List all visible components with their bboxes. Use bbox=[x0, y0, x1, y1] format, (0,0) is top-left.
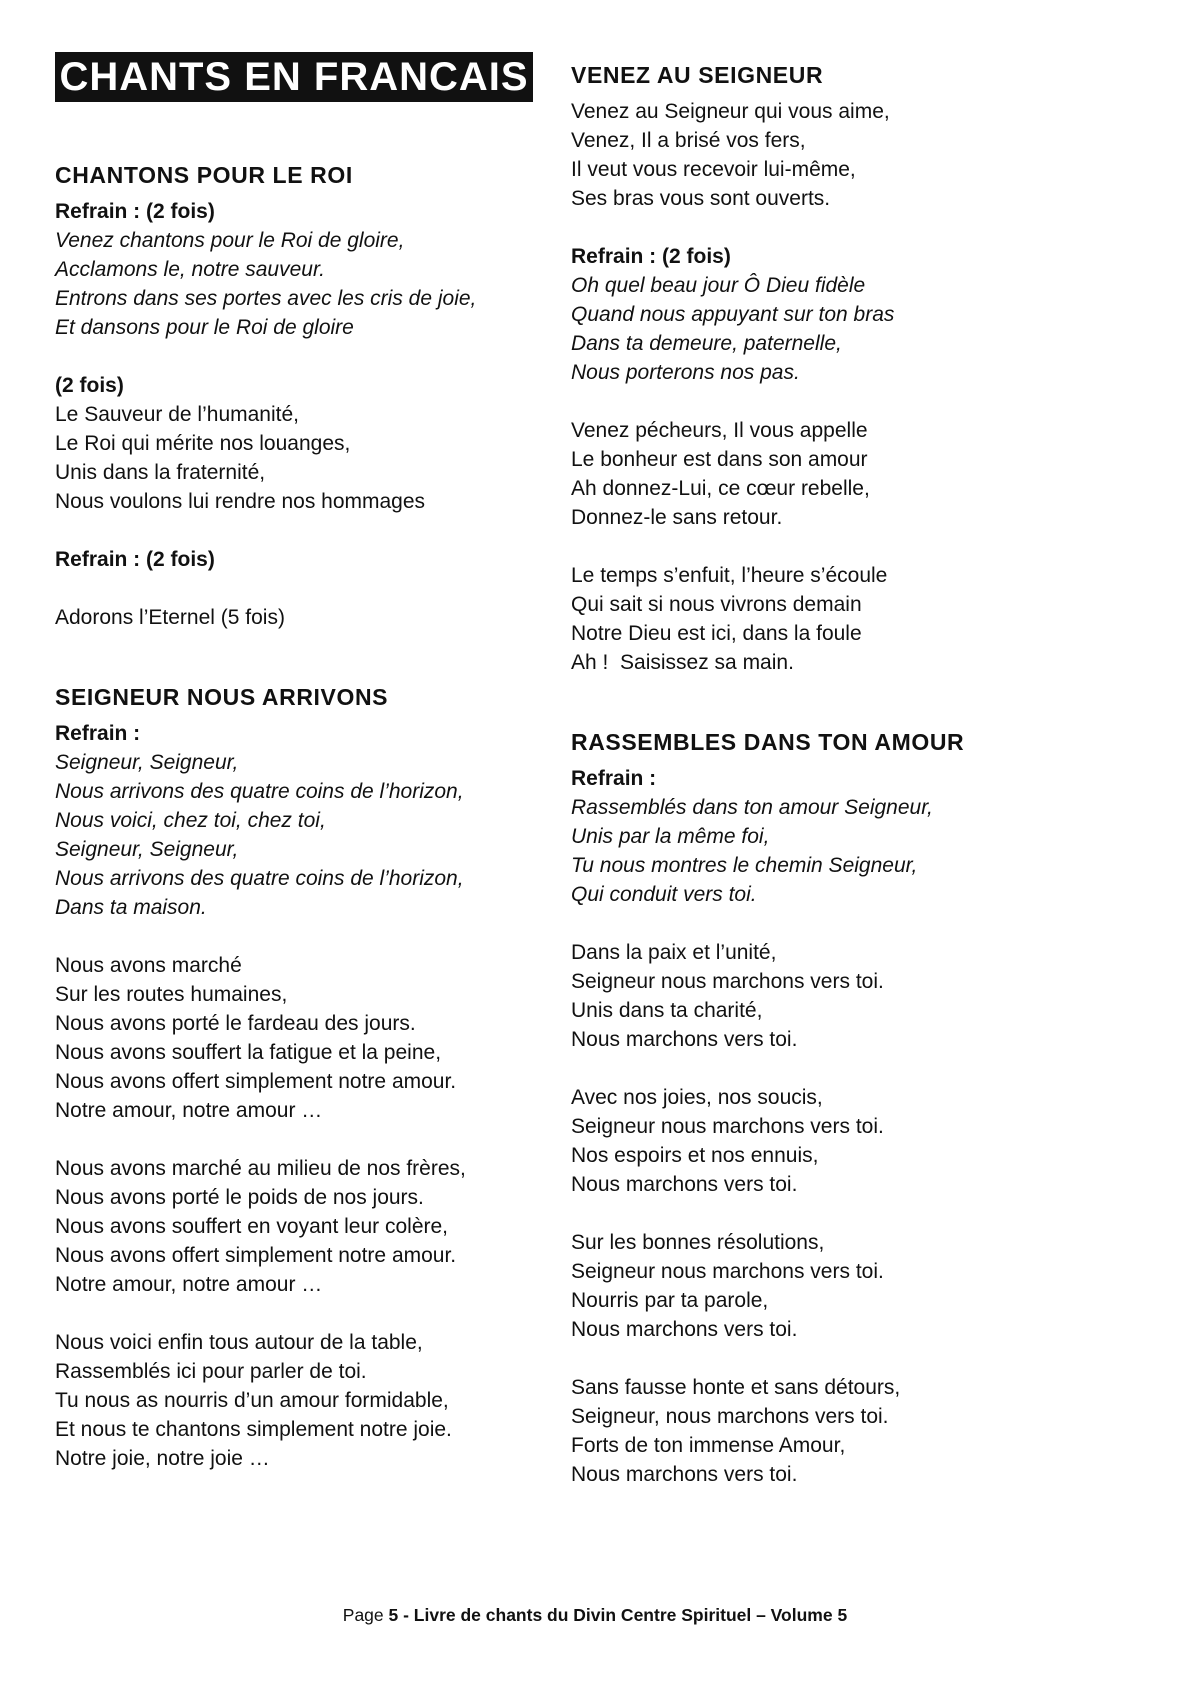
lyric-line: Nourris par ta parole, bbox=[571, 1289, 769, 1312]
song bbox=[55, 684, 535, 1473]
lyric-line: Tu nous as nourris d’un amour formidable, bbox=[55, 1389, 449, 1412]
refrain-label: Refrain : (2 fois) bbox=[55, 548, 215, 571]
banner-text: CHANTS EN FRANCAIS bbox=[59, 54, 529, 99]
lyric-line: Le temps s’enfuit, l’heure s’écoule bbox=[571, 564, 888, 587]
lyric-line: Nous avons souffert la fatigue et la peine, bbox=[55, 1041, 442, 1064]
lyric-line: Forts de ton immense Amour, bbox=[571, 1434, 846, 1457]
lyric-line: Nous marchons vers toi. bbox=[571, 1028, 798, 1051]
lyric-line: Sur les bonnes résolutions, bbox=[571, 1231, 825, 1254]
stanza bbox=[571, 416, 1135, 532]
stanza bbox=[571, 793, 1135, 909]
section-banner bbox=[55, 52, 533, 102]
lyric-line: Unis dans la fraternité, bbox=[55, 461, 266, 484]
lyric-line: Notre joie, notre joie … bbox=[55, 1447, 270, 1470]
stanza bbox=[571, 1373, 1135, 1489]
stanza bbox=[55, 226, 535, 342]
lyric-line: Nous avons offert simplement notre amour. bbox=[55, 1070, 457, 1093]
lyric-line: Seigneur nous marchons vers toi. bbox=[571, 970, 884, 993]
lyric-line: Nous avons porté le fardeau des jours. bbox=[55, 1012, 416, 1035]
lyric-line: Nous avons marché bbox=[55, 954, 242, 977]
stanza bbox=[571, 938, 1135, 1054]
stanza bbox=[571, 1228, 1135, 1344]
lyric-line: Seigneur, nous marchons vers toi. bbox=[571, 1405, 889, 1428]
lyric-line: Avec nos joies, nos soucis, bbox=[571, 1086, 823, 1109]
stanza bbox=[571, 97, 1135, 213]
lyric-line: Tu nous montres le chemin Seigneur, bbox=[571, 854, 918, 877]
lyric-line: Sans fausse honte et sans détours, bbox=[571, 1376, 901, 1399]
lyric-line: Nous avons porté le poids de nos jours. bbox=[55, 1186, 424, 1209]
stanza bbox=[55, 603, 535, 632]
song-title: CHANTONS POUR LE ROI bbox=[55, 162, 353, 188]
lyric-line: Nous porterons nos pas. bbox=[571, 361, 800, 384]
stanza bbox=[571, 1083, 1135, 1199]
footer-book-title: 5 - Livre de chants du Divin Centre Spirituel – Volume 5 bbox=[388, 1605, 848, 1625]
stanza bbox=[55, 400, 535, 516]
lyric-line: Notre amour, notre amour … bbox=[55, 1273, 323, 1296]
column-left bbox=[55, 52, 535, 1489]
lyric-line: Nous voici, chez toi, chez toi, bbox=[55, 809, 326, 832]
lyric-line: Nous marchons vers toi. bbox=[571, 1318, 798, 1341]
lyric-line: Rassemblés dans ton amour Seigneur, bbox=[571, 796, 933, 819]
lyric-line: Nous marchons vers toi. bbox=[571, 1173, 798, 1196]
lyric-line: Venez pécheurs, Il vous appelle bbox=[571, 419, 868, 442]
lyric-line: Seigneur, Seigneur, bbox=[55, 838, 239, 861]
lyric-line: Venez, Il a brisé vos fers, bbox=[571, 129, 806, 152]
lyric-line: Et dansons pour le Roi de gloire bbox=[55, 316, 354, 339]
song bbox=[571, 729, 1135, 1489]
lyric-line: Le Roi qui mérite nos louanges, bbox=[55, 432, 351, 455]
lyric-line: Seigneur nous marchons vers toi. bbox=[571, 1260, 884, 1283]
lyric-line: Qui conduit vers toi. bbox=[571, 883, 757, 906]
lyric-line: Ses bras vous sont ouverts. bbox=[571, 187, 831, 210]
stanza bbox=[571, 271, 1135, 387]
lyric-line: Seigneur nous marchons vers toi. bbox=[571, 1115, 884, 1138]
lyric-line: Seigneur, Seigneur, bbox=[55, 751, 239, 774]
lyric-line: Ah donnez-Lui, ce cœur rebelle, bbox=[571, 477, 870, 500]
songs-left bbox=[55, 162, 535, 1473]
lyric-line: Nous marchons vers toi. bbox=[571, 1463, 798, 1486]
lyric-line: Et nous te chantons simplement notre joie. bbox=[55, 1418, 452, 1441]
lyric-line: Nous voici enfin tous autour de la table, bbox=[55, 1331, 423, 1354]
lyric-line: Nous arrivons des quatre coins de l’horizon, bbox=[55, 780, 464, 803]
lyric-line: Venez au Seigneur qui vous aime, bbox=[571, 100, 890, 123]
lyric-line: Nous avons offert simplement notre amour. bbox=[55, 1244, 457, 1267]
lyric-line: Donnez-le sans retour. bbox=[571, 506, 783, 529]
song-title: VENEZ AU SEIGNEUR bbox=[571, 62, 824, 88]
song-title: SEIGNEUR NOUS ARRIVONS bbox=[55, 684, 389, 710]
column-right bbox=[571, 52, 1135, 1489]
lyric-line: Dans ta demeure, paternelle, bbox=[571, 332, 842, 355]
lyric-line: Il veut vous recevoir lui-même, bbox=[571, 158, 856, 181]
lyric-line: Rassemblés ici pour parler de toi. bbox=[55, 1360, 367, 1383]
stanza bbox=[571, 561, 1135, 677]
refrain-label: Refrain : bbox=[571, 767, 657, 790]
lyric-line: Dans la paix et l’unité, bbox=[571, 941, 777, 964]
songs-right bbox=[571, 62, 1135, 1489]
refrain-label: Refrain : (2 fois) bbox=[55, 200, 215, 223]
lyric-line: Ah ! Saisissez sa main. bbox=[571, 651, 794, 674]
lyric-line: Oh quel beau jour Ô Dieu fidèle bbox=[571, 274, 866, 297]
lyric-line: Le bonheur est dans son amour bbox=[571, 448, 868, 471]
stanza bbox=[55, 1154, 535, 1299]
lyric-line: Quand nous appuyant sur ton bras bbox=[571, 303, 895, 326]
lyric-line: Notre amour, notre amour … bbox=[55, 1099, 323, 1122]
stanza bbox=[55, 951, 535, 1125]
lyric-line: Entrons dans ses portes avec les cris de joie, bbox=[55, 287, 477, 310]
lyric-line: Unis par la même foi, bbox=[571, 825, 770, 848]
two-column-layout bbox=[55, 52, 1135, 1489]
lyric-line: Nous avons marché au milieu de nos frères, bbox=[55, 1157, 466, 1180]
page-footer bbox=[0, 1605, 1190, 1626]
lyric-line: Nous arrivons des quatre coins de l’horizon, bbox=[55, 867, 464, 890]
lyric-line: Unis dans ta charité, bbox=[571, 999, 763, 1022]
refrain-label: Refrain : bbox=[55, 722, 141, 745]
song bbox=[55, 162, 535, 632]
lyric-line: Dans ta maison. bbox=[55, 896, 207, 919]
lyric-line: Le Sauveur de l’humanité, bbox=[55, 403, 299, 426]
lyric-line: Sur les routes humaines, bbox=[55, 983, 288, 1006]
lyric-line: Nos espoirs et nos ennuis, bbox=[571, 1144, 819, 1167]
song-title: RASSEMBLES DANS TON AMOUR bbox=[571, 729, 965, 755]
lyric-line: Notre Dieu est ici, dans la foule bbox=[571, 622, 862, 645]
footer-page-word: Page bbox=[342, 1605, 389, 1625]
refrain-label: Refrain : (2 fois) bbox=[571, 245, 731, 268]
lyric-line: Adorons l’Eternel (5 fois) bbox=[55, 606, 285, 629]
lyric-line: Venez chantons pour le Roi de gloire, bbox=[55, 229, 405, 252]
lyric-line: Nous avons souffert en voyant leur colère, bbox=[55, 1215, 449, 1238]
stanza bbox=[55, 1328, 535, 1473]
refrain-label: (2 fois) bbox=[55, 374, 124, 397]
lyric-line: Acclamons le, notre sauveur. bbox=[55, 258, 326, 281]
lyric-line: Nous voulons lui rendre nos hommages bbox=[55, 490, 426, 513]
stanza bbox=[55, 748, 535, 922]
lyric-line: Qui sait si nous vivrons demain bbox=[571, 593, 862, 616]
song bbox=[571, 62, 1135, 677]
